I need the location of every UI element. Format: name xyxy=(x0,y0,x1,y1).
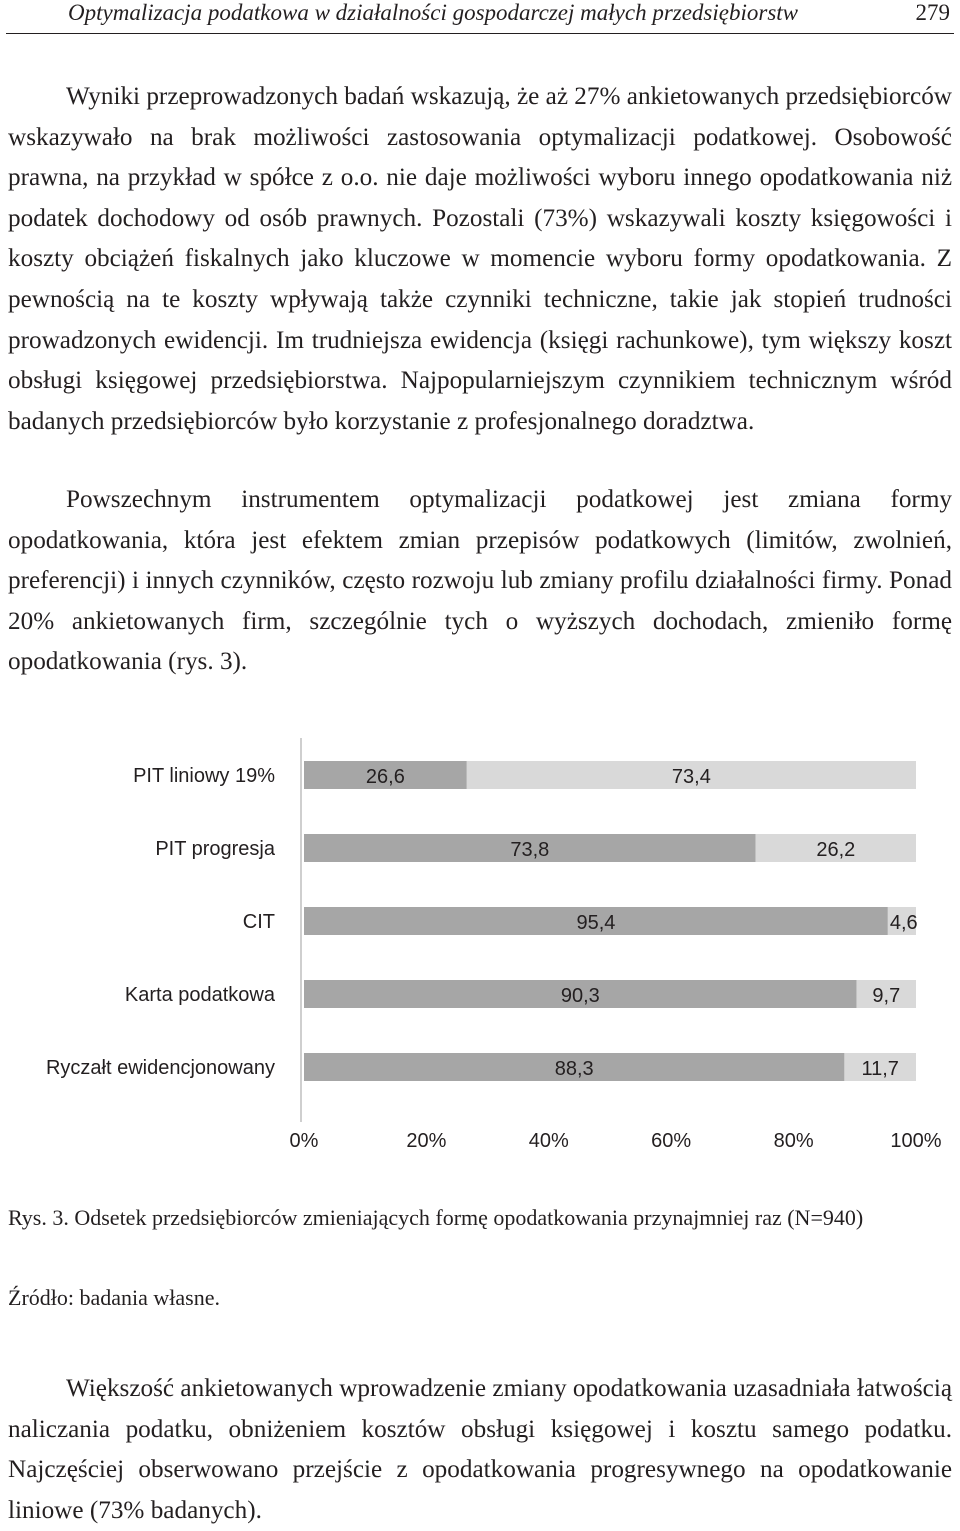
page-number: 279 xyxy=(915,0,950,25)
chart-x-tick-label: 20% xyxy=(406,1130,447,1152)
chart-x-tick-label: 100% xyxy=(890,1130,942,1152)
chart-category-label: Karta podatkowa xyxy=(124,984,275,1006)
body-paragraph-2: Powszechnym instrumentem optymalizacji podatkowej jest zmiana formy opodatkowania, która jest efektem zmian przepisów podatkowych (limitów, zwolnień, preferencji) i innych czynników, często rozwoju lub zmiany profilu działalności firmy. Ponad 20% ankietowanych firm, szczególnie tych o wyższych dochodach, zmieniło formę opodatkowania (rys. 3). xyxy=(8,486,952,676)
chart-category-label: CIT xyxy=(242,911,275,933)
chart-data-label: 9,7 xyxy=(872,985,901,1007)
chart-x-tick-label: 40% xyxy=(528,1130,569,1152)
chart-data-label: 90,3 xyxy=(560,985,600,1007)
chart-data-label: 11,7 xyxy=(861,1058,899,1080)
chart-data-label: 73,8 xyxy=(510,839,550,861)
figure-caption: Rys. 3. Odsetek przedsiębiorców zmieniających formę opodatkowania przynajmniej raz (N=940) xyxy=(8,1205,864,1230)
running-header-title: Optymalizacja podatkowa w działalności gospodarczej małych przedsiębiorstw xyxy=(68,0,799,25)
chart-category-label: Ryczałt ewidencjonowany xyxy=(45,1057,275,1079)
chart-data-label: 26,6 xyxy=(365,766,405,788)
chart-category-label: PIT progresja xyxy=(155,838,275,860)
body-paragraph-1: Wyniki przeprowadzonych badań wskazują, że aż 27% ankietowanych przedsiębiorców wskazywało na brak możliwości zastosowania optymalizacji podatkowej. Osobowość prawna, na przykład w spółce z o.o. nie daje możliwości wyboru innego opodatkowania niż podatek dochodowy od osób prawnych. Pozostali (73%) wskazywali koszty księgowości i koszty obciążeń fiskalnych jako kluczowe w momencie wyboru formy opodatkowania. Z pewnością na te koszty wpływają także czynniki techniczne, takie jak stopień trudności prowadzonych ewidencji. Im trudniejsza ewidencja (księgi rachunkowe), tym większy koszt obsługi księgowej przedsiębiorstwa. Najpopularniejszym czynnikiem technicznym wśród badanych przedsiębiorców było korzystanie z profesjonalnego doradztwa. xyxy=(8,83,952,435)
chart-x-tick-label: 80% xyxy=(773,1130,814,1152)
chart-data-label: 73,4 xyxy=(671,766,711,788)
chart-category-label: PIT liniowy 19% xyxy=(133,765,275,787)
chart-x-tick-label: 0% xyxy=(289,1130,319,1152)
chart-data-label: 4,6 xyxy=(889,912,918,934)
chart-data-label: 26,2 xyxy=(816,839,856,861)
chart-data-label: 88,3 xyxy=(554,1058,594,1080)
body-paragraph-3: Większość ankietowanych wprowadzenie zmiany opodatkowania uzasadniała łatwością naliczania podatku, obniżeniem kosztów obsługi księgowej i kosztu samego podatku. Najczęściej obserwowano przejście z opodatkowania progresywnego na opodatkowanie liniowe (73% badanych). xyxy=(8,1375,952,1524)
chart-data-label: 95,4 xyxy=(576,912,616,934)
chart-x-tick-label: 60% xyxy=(651,1130,692,1152)
running-header xyxy=(6,0,954,34)
stacked-bar-chart xyxy=(0,730,960,1170)
figure-source: Źródło: badania własne. xyxy=(8,1285,220,1310)
